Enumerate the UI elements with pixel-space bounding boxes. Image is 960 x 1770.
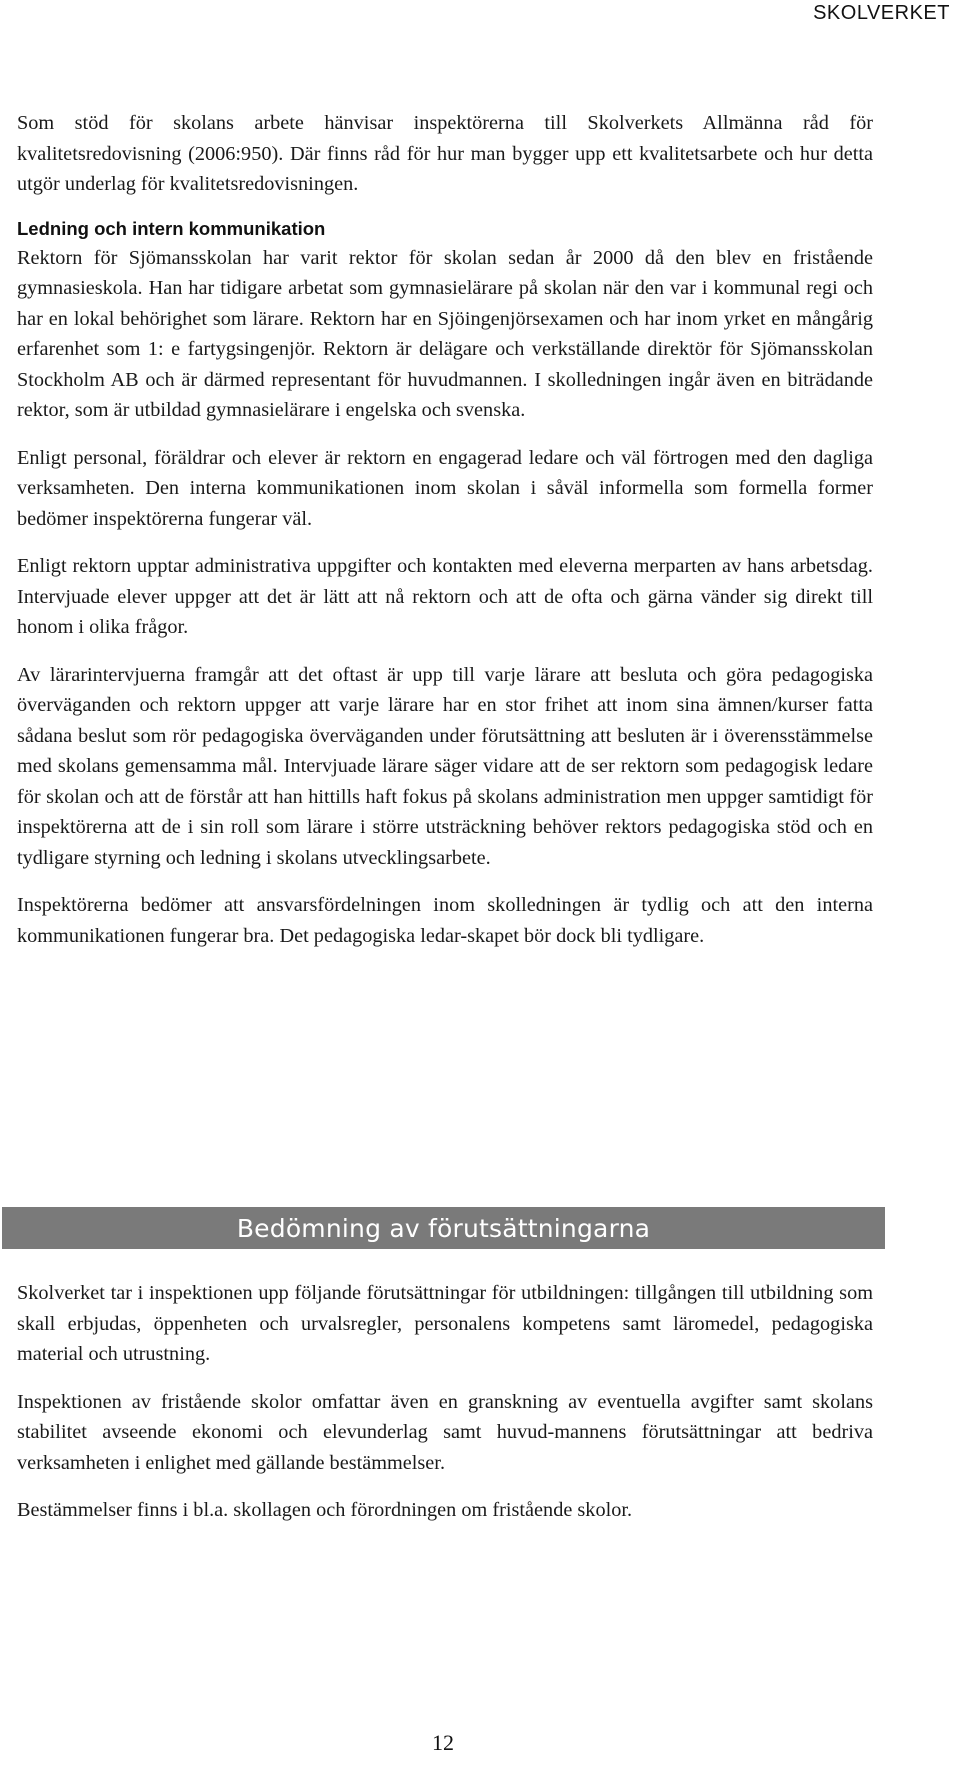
leadership-paragraph-3: Enligt rektorn upptar administrativa uppgifter och kontakten med eleverna merparten av hans arbetsdag. Intervjuade elever uppger att det är lätt att nå rektorn och att de ofta och gärna vänder sig direkt till honom i olika frågor. bbox=[17, 555, 873, 638]
leadership-paragraph-1: Rektorn för Sjömansskolan har varit rektor för skolan sedan år 2000 då den blev en fristående gymnasieskola. Han har tidigare arbetat som gymnasielärare på skolan när den var i kommunal regi och har en lokal behörighet som lärare. Rektorn har en Sjöingenjörsexamen och har inom yrket en mångårig erfarenhet som 1: e fartygsingenjör. Rektorn är delägare och verkställande direktör för Sjömansskolan Stockholm AB och är därmed representant för huvudmannen. I skolledningen ingår även en biträdande rektor, som är utbildad gymnasielärare i engelska och svenska. bbox=[17, 246, 873, 421]
leadership-paragraph-2: Enligt personal, föräldrar och elever är rektorn en engagerad ledare och väl förtrogen med den dagliga verksamheten. Den interna kommunikationen inom skolan i såväl informella som formella former bedömer inspektörerna fungerar väl. bbox=[17, 446, 873, 530]
assessment-paragraph-2: Inspektionen av fristående skolor omfattar även en granskning av eventuella avgifter samt skolans stabilitet avseende ekonomi och elevunderlag samt huvud-mannens förutsättningar att bedriva verksamheten i enlighet med gällande bestämmelser. bbox=[17, 1390, 873, 1474]
section-title: Bedömning av förutsättningarna bbox=[236, 1213, 651, 1243]
section-title-band bbox=[2, 1207, 885, 1249]
leadership-paragraph-5: Inspektörerna bedömer att ansvarsfördelningen inom skolledningen är tydlig och att den interna kommunikationen fungerar bra. Det pedagogiska ledar-skapet bör dock bli tydligare. bbox=[17, 894, 873, 947]
running-header: SKOLVERKET bbox=[813, 2, 950, 24]
leadership-heading: Ledning och intern kommunikation bbox=[17, 217, 326, 239]
intro-paragraph: Som stöd för skolans arbete hänvisar inspektörerna till Skolverkets Allmänna råd för kvalitetsredovisning (2006:950). Där finns råd för hur man bygger upp ett kvalitetsarbete och hur detta utgör underlag för kvalitetsredovisningen. bbox=[17, 112, 873, 195]
assessment-content bbox=[17, 1278, 873, 1543]
assessment-paragraph-1: Skolverket tar i inspektionen upp följande förutsättningar för utbildningen: tillgången till utbildning som skall erbjudas, öppenheten och urvalsregler, personalens kompetens samt läromedel, pedagogiska material och utrustning. bbox=[17, 1282, 873, 1365]
assessment-paragraph-3: Bestämmelser finns i bl.a. skollagen och förordningen om fristående skolor. bbox=[17, 1499, 633, 1521]
page-number: 12 bbox=[432, 1730, 454, 1755]
leadership-paragraph-4: Av lärarintervjuerna framgår att det oftast är upp till varje lärare att besluta och göra pedagogiska överväganden och rektorn uppger att varje lärare har en stor frihet att inom sina ämnen/kurser fatta sådana beslut som rör pedagogiska överväganden under förutsättning att besluten är i överensstämmelse med skolans gemensamma mål. Intervjuade lärare säger vidare att de ser rektorn som pedagogisk ledare för skolan och att de förstår att han hittills haft fokus på skolans administration men uppger samtidigt för inspektörerna att de i sin roll som lärare i större utsträckning behöver rektors pedagogiska stöd och en tydligare styrning och ledning i skolans utvecklingsarbete. bbox=[17, 663, 873, 869]
main-content bbox=[17, 108, 873, 968]
